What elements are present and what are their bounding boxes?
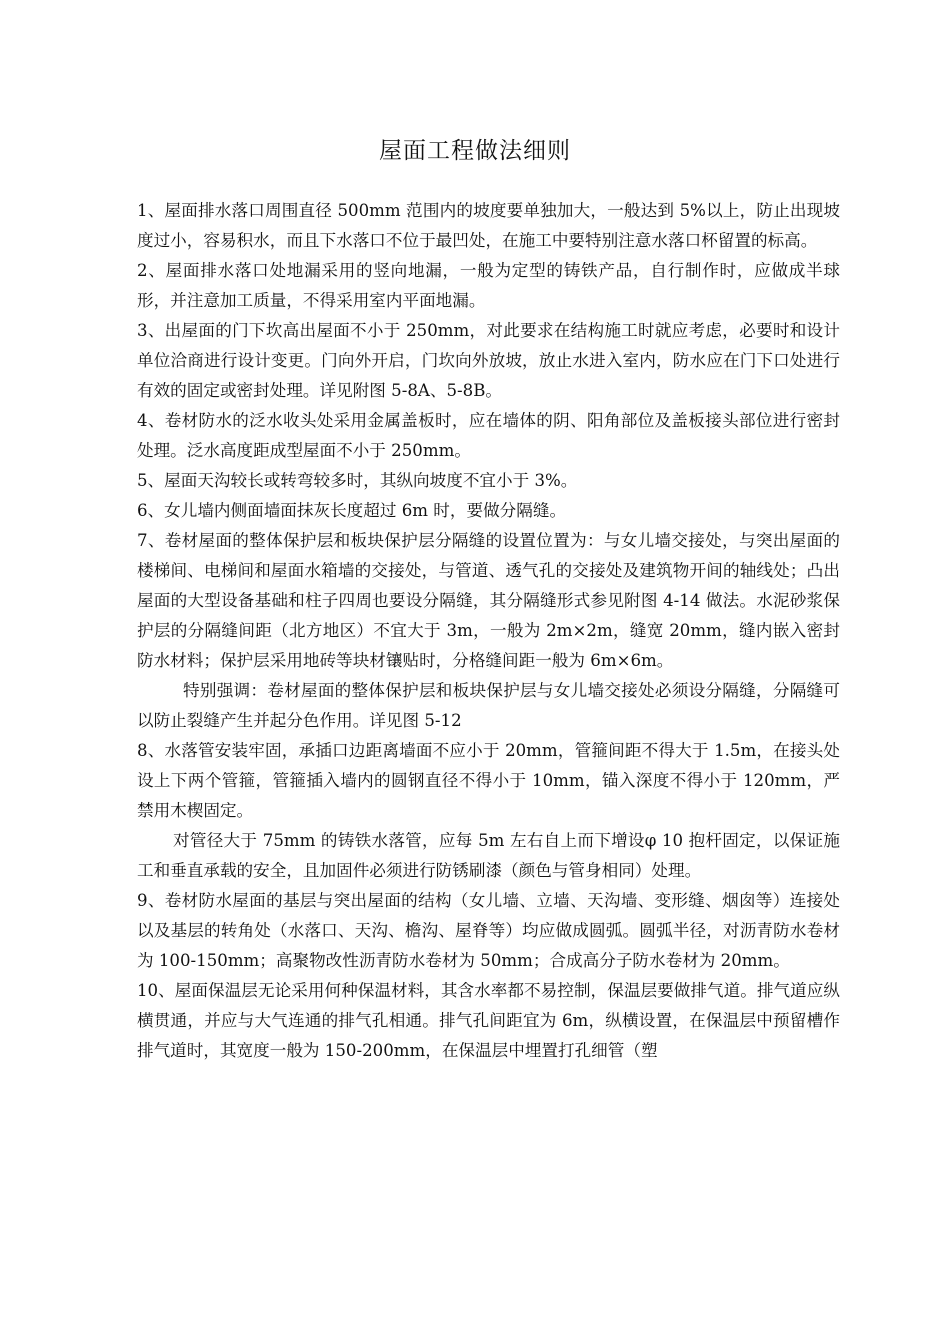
- paragraph-9: 9、卷材防水屋面的基层与突出屋面的结构（女儿墙、立墙、天沟墙、变形缝、烟囱等）连接处以及基层的转角处（水落口、天沟、檐沟、屋脊等）均应做成圆弧。圆弧半径，对沥青防水卷材为 100-150mm；高聚物改性沥青防水卷材为 50mm；合成高分子防水卷材为 20mm。: [137, 891, 840, 970]
- paragraph-8: 8、水落管安装牢固，承插口边距离墙面不应小于 20mm，管箍间距不得大于 1.5m，在接头处设上下两个管箍，管箍插入墙内的圆钢直径不得小于 10mm，锚入深度不得小于 120mm，严禁用木楔固定。: [137, 741, 840, 820]
- paragraph-2: 2、屋面排水落口处地漏采用的竖向地漏，一般为定型的铸铁产品，自行制作时，应做成半球形，并注意加工质量，不得采用室内平面地漏。: [137, 261, 840, 310]
- paragraph-4: 4、卷材防水的泛水收头处采用金属盖板时，应在墙体的阴、阳角部位及盖板接头部位进行密封处理。泛水高度距成型屋面不小于 250mm。: [137, 411, 840, 460]
- paragraph-7: 7、卷材屋面的整体保护层和板块保护层分隔缝的设置位置为：与女儿墙交接处，与突出屋面的楼梯间、电梯间和屋面水箱墙的交接处，与管道、透气孔的交接处及建筑物开间的轴线处；凸出屋面的大型设备基础和柱子四周也要设分隔缝，其分隔缝形式参见附图 4-14 做法。水泥砂浆保护层的分隔缝间距（北方地区）不宜大于 3m，一般为 2m×2m，缝宽 20mm，缝内嵌入密封防水材料；保护层采用地砖等块材镶贴时，分格缝间距一般为 6m×6m。: [137, 531, 840, 670]
- paragraph-10: 10、屋面保温层无论采用何种保温材料，其含水率都不易控制，保温层要做排气道。排气道应纵横贯通，并应与大气连通的排气孔相通。排气孔间距宜为 6m，纵横设置，在保温层中预留槽作排气道时，其宽度一般为 150-200mm，在保温层中埋置打孔细管（塑: [137, 981, 840, 1060]
- paragraph-5: 5、屋面天沟较长或转弯较多时，其纵向坡度不宜小于 3%。: [137, 471, 578, 490]
- document-title: 屋面工程做法细则: [379, 138, 571, 164]
- paragraph-1: 1、屋面排水落口周围直径 500mm 范围内的坡度要单独加大，一般达到 5%以上，防止出现坡度过小，容易积水，而且下水落口不位于最凹处，在施工中要特别注意水落口杯留置的标高。: [137, 201, 840, 250]
- paragraph-3: 3、出屋面的门下坎高出屋面不小于 250mm，对此要求在结构施工时就应考虑，必要时和设计单位洽商进行设计变更。门向外开启，门坎向外放坡，放止水进入室内，防水应在门下口处进行有效的固定或密封处理。详见附图 5-8A、5-8B。: [137, 321, 840, 400]
- paragraph-8-note: 对管径大于 75mm 的铸铁水落管，应每 5m 左右自上而下增设φ 10 抱杆固定，以保证施工和垂直承载的安全，且加固件必须进行防锈刷漆（颜色与管身相同）处理。: [137, 831, 840, 880]
- paragraph-emphasis: 特别强调：卷材屋面的整体保护层和板块保护层与女儿墙交接处必须设分隔缝，分隔缝可以防止裂缝产生并起分色作用。详见图 5-12: [137, 681, 840, 730]
- paragraph-6: 6、女儿墙内侧面墙面抹灰长度超过 6m 时，要做分隔缝。: [137, 501, 567, 520]
- document-body: [137, 196, 840, 1066]
